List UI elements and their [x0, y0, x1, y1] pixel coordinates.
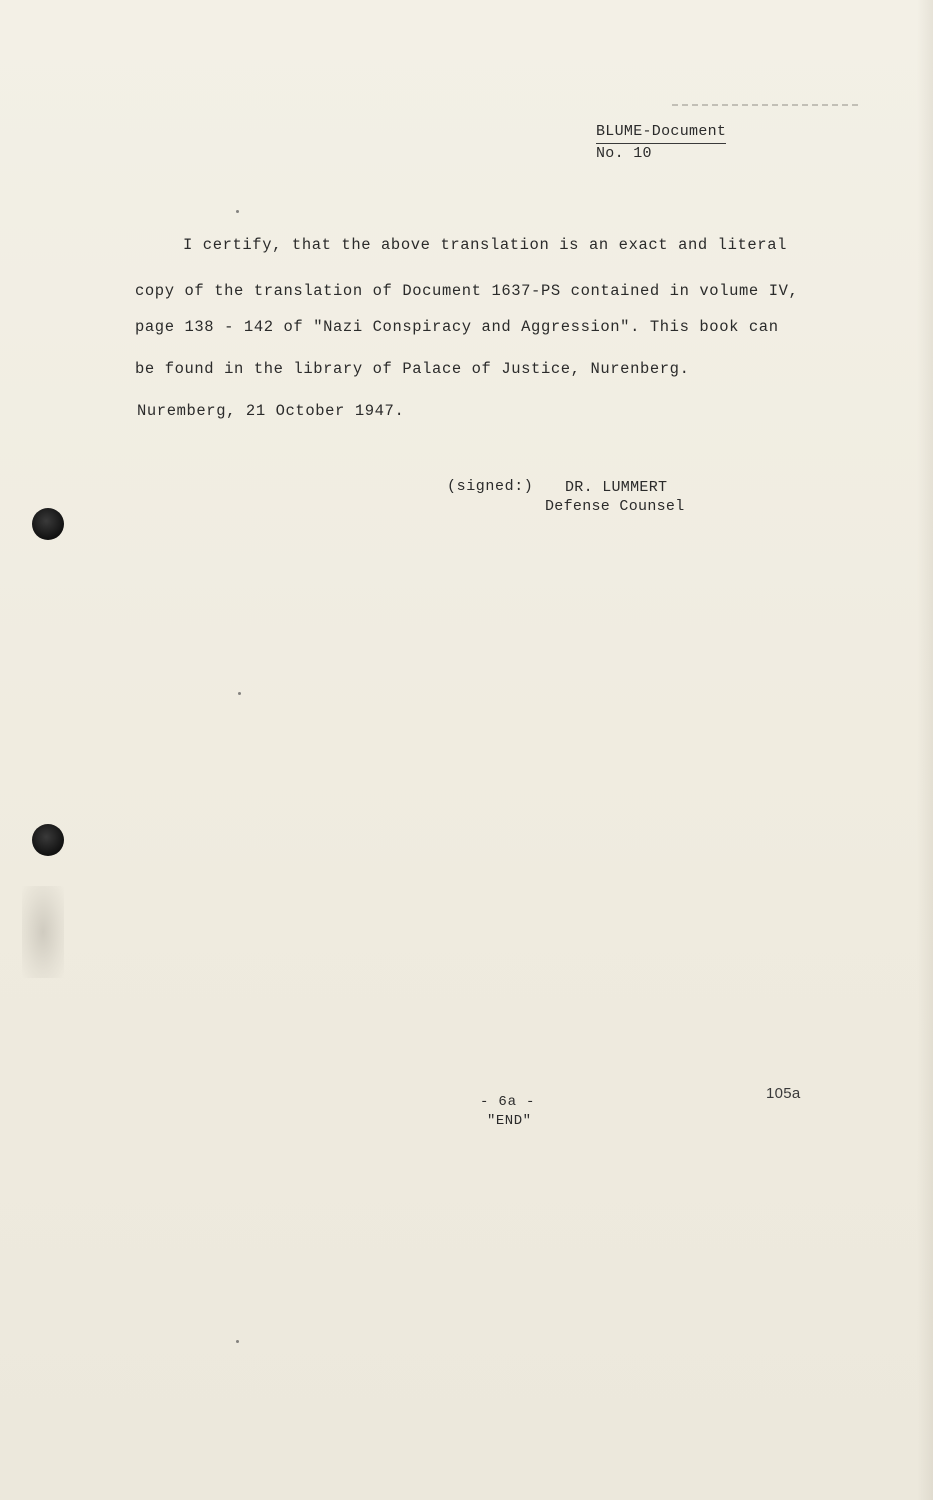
paper-speck [236, 1340, 239, 1343]
certification-line-3: page 138 - 142 of "Nazi Conspiracy and Aggression". This book can [135, 318, 779, 336]
punch-hole-top [32, 508, 64, 540]
paper-speck [236, 210, 239, 213]
certification-line-4: be found in the library of Palace of Justice, Nurenberg. [135, 360, 690, 378]
document-ref-number: No. 10 [596, 145, 652, 162]
place-date-line: Nuremberg, 21 October 1947. [137, 402, 405, 420]
paper-speck [238, 692, 241, 695]
paper-smudge [22, 886, 64, 978]
certification-line-1: I certify, that the above translation is an exact and literal [183, 236, 787, 254]
stamp-number: 105a [766, 1085, 801, 1102]
document-reference [596, 122, 726, 164]
document-ref-title: BLUME-Document [596, 122, 726, 144]
signature-block [545, 478, 685, 516]
certification-line-2: copy of the translation of Document 1637-PS contained in volume IV, [135, 282, 799, 300]
page-edge-shadow [917, 0, 933, 1500]
signed-label: (signed:) [447, 478, 534, 495]
signer-name: DR. LUMMERT [565, 479, 668, 496]
end-mark: "END" [487, 1113, 532, 1129]
punch-hole-bottom [32, 824, 64, 856]
signer-role: Defense Counsel [545, 498, 685, 515]
top-dashed-mark [672, 104, 858, 108]
page-number: - 6a - [480, 1094, 536, 1110]
